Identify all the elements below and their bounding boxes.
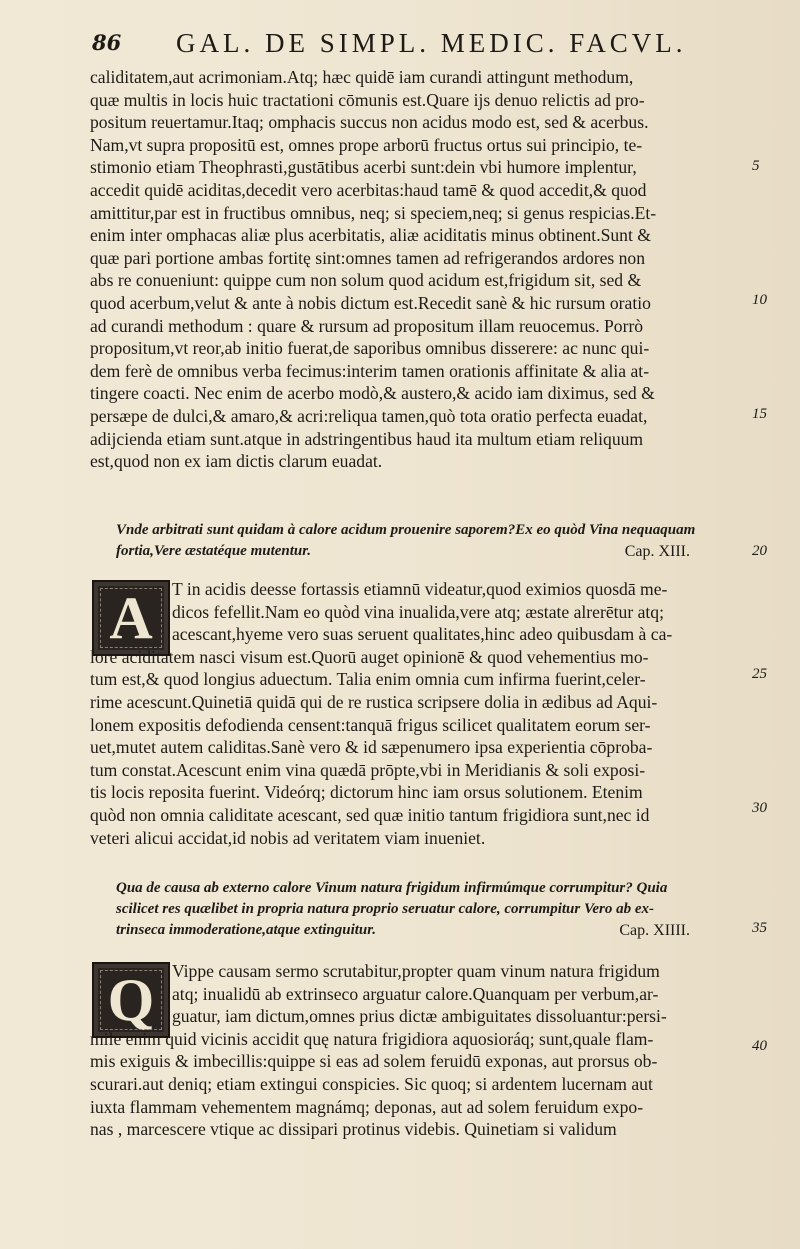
heading-line: [116, 541, 770, 562]
drop-cap-letter: A: [109, 584, 153, 651]
text-line: tingere coacti. Nec enim de acerbo modò,& austero,& acido iam diximus, sed &: [90, 383, 655, 404]
text-line: quòd non omnia caliditate acescant, sed quæ initio tantum frigidiora sunt,nec id: [90, 804, 650, 825]
text-line: lonem expositis defodienda censent:tanquā frigus scilicet qualitatem eorum ser-: [90, 714, 651, 735]
text-line: guatur, iam dictum,omnes prius dictæ ambiguitates dissoluantur:persi-: [172, 1006, 667, 1027]
text-line: tum est,& quod longius aduectum. Talia enim omnia cum infirma fuerint,celer-: [90, 669, 646, 690]
text-line: positum reuertamur.Itaq; omphacis succus non acidus modo est, sed & acerbus.: [90, 112, 649, 133]
heading-text: trinseca immoderatione,atque extinguitur.: [116, 922, 377, 938]
text-line: dem ferè de omnibus verba fecimus:interim tamen orationis affinitate & alia at-: [90, 360, 650, 381]
text-line: veteri alicui accidat,id nobis ad veritatem viam inueniet.: [90, 827, 486, 848]
text-line: abs re conueniunt: quippe cum non solum quod acidum est,frigidum sit, sed &: [90, 270, 642, 291]
text-line: quæ multis in locis huic tractationi cōmunis est.Quare ijs denuo relictis ad pro-: [90, 89, 645, 110]
text-line: mile enim quid vicinis accidit quę natura frigidiora aquosioráq; sunt,quale flam-: [90, 1028, 654, 1049]
text-line: lore aciditatem nasci visum est.Quorū auget opinionē & quod vehementius mo-: [90, 646, 649, 667]
margin-line-number: 10: [752, 292, 767, 308]
margin-line-number: 25: [752, 666, 767, 682]
text-line: accedit quidē aciditas,decedit vero acerbitas:haud tamē & quod accedit,& quod: [90, 179, 647, 200]
text-line: enim inter omphacas aliæ plus acerbitatis, aliæ aciditatis minus obtinent.Sunt &: [90, 225, 651, 246]
text-line: quæ pari portione ambas fortitę sint:omnes tamen ad refrigerandos ardores non: [90, 247, 646, 268]
text-line: ad curandi methodum : quare & rursum ad propositum illam reuocemus. Porrò: [90, 315, 644, 336]
text-line: scurari.aut deniq; etiam extingui conspicies. Sic quoq; si ardentem lucernam aut: [90, 1073, 653, 1094]
heading-line: Vnde arbitrati sunt quidam à calore acidum prouenire saporem?Ex eo quòd Vina nequaquam: [116, 522, 696, 538]
text-line: caliditatem,aut acrimoniam.Atq; hæc quidē iam curandi attingunt methodum,: [90, 67, 634, 87]
text-line: mis exiguis & imbecillis:quippe si eas ad solem feruidū exponas, aut prorsus ob-: [90, 1051, 658, 1072]
text-line: Nam,vt supra propositū est, omnes prope arborū fructus ortus sui principio, te-: [90, 134, 643, 155]
text-line: acescant,hyeme vero suas seruent qualitates,hinc adeo quibusdam à ca-: [172, 624, 673, 645]
paragraph-3: [90, 960, 770, 1141]
text-line: amittitur,par est in fructibus omnibus, neq; si speciem,neq; si genus respicias.Et-: [90, 202, 657, 223]
text-line: tis locis reposita fuerint. Videórq; dictorum hinc iam orsus solutionem. Etenim: [90, 782, 643, 803]
text-line: nas , marcescere vtique ac dissipari protinus videbis. Quinetiam si validum: [90, 1119, 617, 1140]
text-line: quod acerbum,velut & ante à nobis dictum est.Recedit sanè & hic rursum oratio: [90, 292, 651, 313]
text-line: persæpe de dulci,& amaro,& acri:reliqua tamen,quò tota oratio perfecta euadat,: [90, 405, 648, 426]
heading-text: fortia,Vere æstatéque mutentur.: [116, 543, 312, 559]
text-line: atq; inualidū ab extrinseco arguatur calore.Quanquam per verbum,ar-: [172, 983, 659, 1004]
text-line: propositum,vt reor,ab initio fuerat,de saporibus omnibus disserere: ac nunc qui-: [90, 338, 650, 359]
text-line: stimonio etiam Theophrasti,gustātibus acerbi sunt:dein vbi humore implentur,: [90, 157, 637, 178]
text-line: uet,mutet autem caliditas.Sanè vero & id sæpenumero ipsa experientia cōproba-: [90, 737, 653, 758]
chapter-heading-14: [90, 878, 770, 941]
text-line: adijcienda etiam sunt.atque in adstringentibus haud ita multum etiam reliquum: [90, 428, 644, 449]
text-line: dicos fefellit.Nam eo quòd vina inualida,vere atq; æstate alrerētur atq;: [172, 601, 664, 622]
margin-line-number: 35: [752, 920, 767, 936]
text-line: T in acidis deesse fortassis etiamnū videatur,quod eximios quosdā me-: [172, 579, 668, 599]
margin-line-number: 20: [752, 543, 767, 559]
heading-line: [116, 920, 770, 941]
page-number: 86: [92, 30, 122, 55]
text-line: tum constat.Acescunt enim vina quædā prōpte,vbi in Meridianis & soli exposi-: [90, 759, 646, 780]
margin-line-number: 30: [752, 800, 767, 816]
drop-cap-letter: Q: [107, 966, 155, 1033]
paragraph-2: [90, 578, 770, 849]
text-line: est,quod non ex iam dictis clarum euadat.: [90, 451, 383, 472]
text-line: rime acescunt.Quinetiā quidā qui de re rustica scripsere dolia in ædibus ad Aqui-: [90, 691, 658, 712]
heading-line: scilicet res quælibet in propria natura proprio seruatur calore, corrumpitur Vero ab ex-: [116, 901, 654, 917]
text-line: Vippe causam sermo scrutabitur,propter quam vinum natura frigidum: [172, 961, 660, 981]
chapter-number: Cap. XIIII.: [619, 922, 690, 939]
heading-line: Qua de causa ab externo calore Vinum natura frigidum infirmúmque corrumpitur? Quia: [116, 880, 668, 896]
margin-line-number: 15: [752, 406, 767, 422]
text-line: iuxta flammam vehementem magnámq; deponas, aut ad solem feruidum expo-: [90, 1096, 644, 1117]
chapter-heading-13: [90, 520, 770, 562]
chapter-number: Cap. XIII.: [624, 543, 690, 560]
margin-line-number: 5: [752, 158, 760, 174]
paragraph-1: [90, 66, 770, 473]
margin-line-number: 40: [752, 1038, 767, 1054]
running-head: GAL. DE SIMPL. MEDIC. FACVL.: [176, 28, 687, 58]
